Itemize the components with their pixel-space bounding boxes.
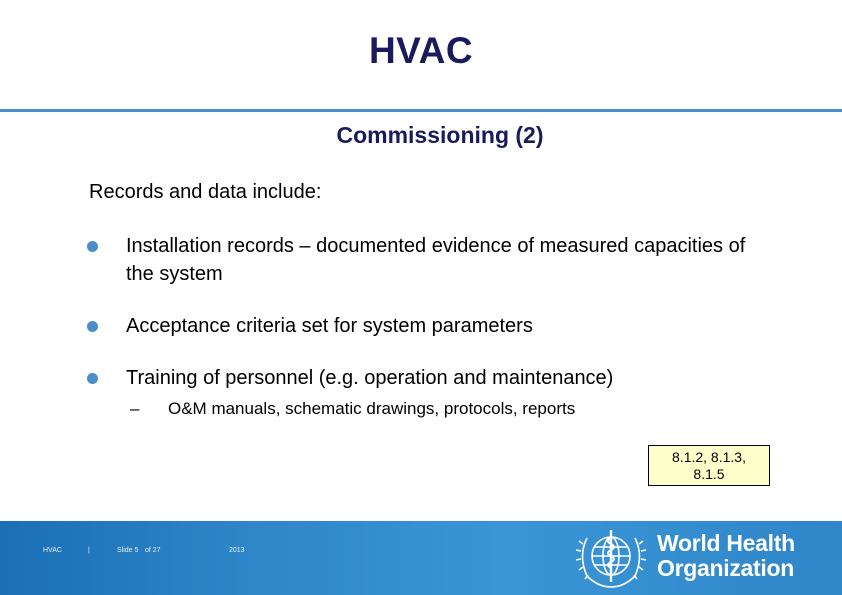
reference-line-2: 8.1.5	[693, 466, 725, 482]
footer-topic: HVAC	[43, 547, 62, 554]
title-divider	[0, 109, 842, 112]
who-name-line-2: Organization	[657, 555, 794, 581]
footer-year: 2013	[229, 547, 245, 554]
reference-box	[648, 445, 770, 486]
footer-slide-label: Slide 5	[117, 547, 139, 554]
who-emblem-icon	[570, 524, 652, 592]
intro-text: Records and data include:	[89, 181, 322, 203]
bullet-dot-icon	[87, 241, 98, 252]
footer-separator: |	[88, 547, 90, 554]
sub-bullet-text: O&M manuals, schematic drawings, protocols, reports	[168, 399, 576, 418]
bullet-text: Installation records – documented evidence of measured capacities of the system	[126, 235, 746, 285]
bullet-text: Acceptance criteria set for system parameters	[126, 315, 533, 337]
who-name-line-1: World Health	[657, 530, 795, 556]
slide-title: HVAC	[368, 30, 474, 71]
bullet-dot-icon	[87, 321, 98, 332]
bullet-text: Training of personnel (e.g. operation and maintenance)	[126, 367, 614, 389]
reference-line-1: 8.1.2, 8.1.3,	[672, 449, 746, 465]
footer-bar	[0, 521, 842, 595]
slide-subtitle: Commissioning (2)	[336, 122, 544, 148]
who-wordmark	[657, 531, 795, 581]
bullet-dot-icon	[87, 373, 98, 384]
footer-slide-total: of 27	[145, 547, 161, 554]
sub-bullet-dash: –	[130, 399, 140, 418]
